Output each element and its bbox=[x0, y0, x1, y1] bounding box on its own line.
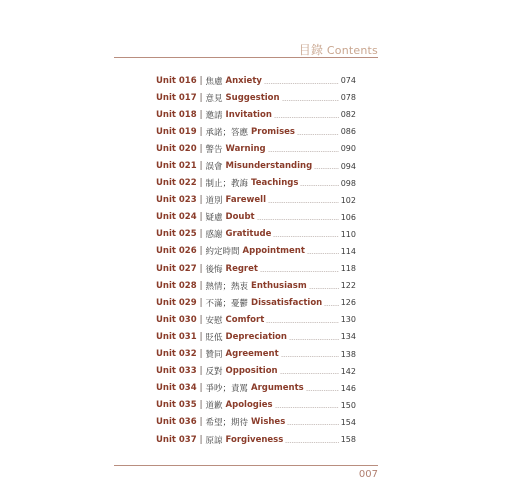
dot-leader bbox=[266, 322, 338, 323]
toc-page-number: 098 bbox=[340, 178, 356, 188]
toc-separator: | bbox=[199, 143, 203, 154]
toc-unit: Unit 020 bbox=[156, 143, 197, 154]
toc-unit: Unit 037 bbox=[156, 434, 197, 445]
toc-title-english: Invitation bbox=[225, 109, 272, 120]
toc-page-number: 094 bbox=[340, 161, 356, 171]
toc-title-chinese: 道別 bbox=[205, 196, 223, 207]
toc-title-chinese: 約定時間 bbox=[205, 247, 240, 258]
toc-page-number: 106 bbox=[340, 212, 356, 222]
toc-page-number: 142 bbox=[340, 366, 356, 376]
toc-title-chinese: 警告 bbox=[205, 144, 223, 155]
toc-unit: Unit 031 bbox=[156, 331, 197, 342]
toc-title-english: Depreciation bbox=[225, 331, 287, 342]
dot-leader bbox=[297, 134, 339, 135]
toc-title-english: Appointment bbox=[242, 246, 305, 257]
toc-title-chinese: 熱情；熱衷 bbox=[205, 281, 249, 292]
toc-unit: Unit 027 bbox=[156, 263, 197, 274]
toc-page-number: 110 bbox=[340, 229, 356, 239]
toc-title-english: Gratitude bbox=[225, 229, 272, 240]
dot-leader bbox=[281, 356, 339, 357]
toc-unit: Unit 016 bbox=[156, 75, 197, 86]
toc-unit: Unit 026 bbox=[156, 246, 197, 257]
toc-title-english: Comfort bbox=[225, 314, 265, 325]
toc-title-chinese: 意見 bbox=[205, 93, 223, 104]
toc-title-english: Wishes bbox=[251, 417, 286, 428]
toc-unit: Unit 033 bbox=[156, 366, 197, 377]
toc-unit: Unit 030 bbox=[156, 314, 197, 325]
toc-page-number: 134 bbox=[340, 332, 356, 342]
dot-leader bbox=[260, 271, 339, 272]
dot-leader bbox=[309, 288, 339, 289]
toc-title-english: Apologies bbox=[225, 400, 273, 411]
toc-title-chinese: 贊同 bbox=[205, 350, 223, 361]
toc-title-english: Doubt bbox=[225, 212, 255, 223]
toc-title-chinese: 爭吵；責罵 bbox=[205, 384, 249, 395]
toc-separator: | bbox=[199, 126, 203, 137]
toc-separator: | bbox=[199, 331, 203, 342]
toc-page-number: 086 bbox=[340, 127, 356, 137]
toc-title-chinese: 貶低 bbox=[205, 332, 223, 343]
toc-separator: | bbox=[199, 434, 203, 445]
toc-unit: Unit 034 bbox=[156, 383, 197, 394]
toc-separator: | bbox=[199, 75, 203, 86]
toc-title-chinese: 安慰 bbox=[205, 315, 223, 326]
toc-title-english: Agreement bbox=[225, 349, 279, 360]
toc-page-number: 102 bbox=[340, 195, 356, 205]
toc-entry[interactable] bbox=[156, 72, 356, 89]
toc-separator: | bbox=[199, 280, 203, 291]
dot-leader bbox=[307, 253, 339, 254]
toc-title-english: Opposition bbox=[225, 366, 278, 377]
toc-title bbox=[299, 41, 378, 58]
toc-title-english: Suggestion bbox=[225, 92, 280, 103]
toc-separator: | bbox=[199, 349, 203, 360]
top-divider bbox=[114, 57, 378, 58]
toc-title-en: Contents bbox=[326, 44, 378, 57]
toc-separator: | bbox=[199, 263, 203, 274]
toc-separator: | bbox=[199, 229, 203, 240]
toc-entry[interactable] bbox=[156, 123, 356, 140]
dot-leader bbox=[268, 202, 339, 203]
toc-separator: | bbox=[199, 178, 203, 189]
toc-page-number: 158 bbox=[340, 435, 356, 445]
toc-title-chinese: 制止；教誨 bbox=[205, 179, 249, 190]
toc-title-chinese: 反對 bbox=[205, 367, 223, 378]
toc-entry[interactable] bbox=[156, 363, 356, 380]
toc-entry[interactable] bbox=[156, 294, 356, 311]
toc-unit: Unit 017 bbox=[156, 92, 197, 103]
toc-separator: | bbox=[199, 92, 203, 103]
toc-entry[interactable] bbox=[156, 157, 356, 174]
dot-leader bbox=[300, 185, 338, 186]
toc-title-english: Forgiveness bbox=[225, 434, 284, 445]
toc-separator: | bbox=[199, 195, 203, 206]
toc-title-chinese: 疑慮 bbox=[205, 213, 223, 224]
toc-header bbox=[114, 41, 378, 61]
toc-page-number: 150 bbox=[340, 400, 356, 410]
toc-unit: Unit 025 bbox=[156, 229, 197, 240]
toc-entry[interactable] bbox=[156, 243, 356, 260]
toc-unit: Unit 018 bbox=[156, 109, 197, 120]
toc-page-number: 126 bbox=[340, 298, 356, 308]
dot-leader bbox=[285, 442, 338, 443]
toc-entry[interactable] bbox=[156, 192, 356, 209]
toc-page-number: 138 bbox=[340, 349, 356, 359]
dot-leader bbox=[264, 83, 339, 84]
toc-separator: | bbox=[199, 383, 203, 394]
toc-entry[interactable] bbox=[156, 414, 356, 431]
toc-title-english: Anxiety bbox=[225, 75, 262, 86]
toc-title-chinese: 焦慮 bbox=[205, 76, 223, 87]
toc-list bbox=[156, 72, 356, 448]
toc-title-chinese: 承諾；答應 bbox=[205, 127, 249, 138]
toc-page-number: 074 bbox=[340, 76, 356, 86]
toc-separator: | bbox=[199, 212, 203, 223]
toc-page-number: 146 bbox=[340, 383, 356, 393]
toc-entry[interactable] bbox=[156, 140, 356, 157]
toc-entry[interactable] bbox=[156, 277, 356, 294]
toc-title-english: Regret bbox=[225, 263, 258, 274]
toc-unit: Unit 023 bbox=[156, 195, 197, 206]
toc-unit: Unit 029 bbox=[156, 297, 197, 308]
dot-leader bbox=[280, 373, 339, 374]
toc-page-number: 118 bbox=[340, 264, 356, 274]
toc-separator: | bbox=[199, 246, 203, 257]
toc-title-chinese: 不滿；憂鬱 bbox=[205, 298, 249, 309]
toc-page-number: 114 bbox=[340, 246, 356, 256]
toc-entry[interactable] bbox=[156, 106, 356, 123]
toc-unit: Unit 028 bbox=[156, 280, 197, 291]
toc-entry[interactable] bbox=[156, 328, 356, 345]
toc-separator: | bbox=[199, 417, 203, 428]
toc-entry[interactable] bbox=[156, 260, 356, 277]
toc-entry[interactable] bbox=[156, 311, 356, 328]
toc-separator: | bbox=[199, 297, 203, 308]
toc-page-number: 122 bbox=[340, 281, 356, 291]
dot-leader bbox=[287, 424, 338, 425]
folio-page-number: 007 bbox=[358, 469, 378, 480]
toc-title-english: Enthusiasm bbox=[251, 280, 307, 291]
toc-title-zh: 目錄 bbox=[298, 43, 324, 57]
toc-title-chinese: 道歉 bbox=[205, 401, 223, 412]
dot-leader bbox=[257, 219, 339, 220]
toc-separator: | bbox=[199, 366, 203, 377]
toc-title-chinese: 希望；期待 bbox=[205, 418, 249, 429]
toc-title-english: Misunderstanding bbox=[225, 161, 313, 172]
dot-leader bbox=[306, 390, 339, 391]
toc-page-number: 130 bbox=[340, 315, 356, 325]
toc-separator: | bbox=[199, 109, 203, 120]
toc-entry[interactable] bbox=[156, 380, 356, 397]
dot-leader bbox=[324, 305, 338, 306]
dot-leader bbox=[273, 236, 338, 237]
dot-leader bbox=[274, 117, 339, 118]
toc-title-english: Dissatisfaction bbox=[251, 297, 323, 308]
toc-title-english: Warning bbox=[225, 143, 266, 154]
toc-entry[interactable] bbox=[156, 175, 356, 192]
toc-page-number: 154 bbox=[340, 417, 356, 427]
dot-leader bbox=[275, 407, 339, 408]
toc-unit: Unit 036 bbox=[156, 417, 197, 428]
toc-title-english: Promises bbox=[251, 126, 295, 137]
dot-leader bbox=[268, 151, 339, 152]
toc-entry[interactable] bbox=[156, 346, 356, 363]
dot-leader bbox=[314, 168, 339, 169]
toc-separator: | bbox=[199, 400, 203, 411]
toc-entry[interactable] bbox=[156, 89, 356, 106]
toc-unit: Unit 021 bbox=[156, 161, 197, 172]
toc-unit: Unit 035 bbox=[156, 400, 197, 411]
dot-leader bbox=[289, 339, 339, 340]
toc-page-number: 090 bbox=[340, 144, 356, 154]
toc-title-english: Teachings bbox=[251, 178, 299, 189]
toc-title-english: Farewell bbox=[225, 195, 266, 206]
toc-page-number: 078 bbox=[340, 93, 356, 103]
toc-title-chinese: 感謝 bbox=[205, 230, 223, 241]
toc-entry[interactable] bbox=[156, 431, 356, 448]
toc-title-chinese: 原諒 bbox=[205, 435, 223, 446]
toc-title-chinese: 誤會 bbox=[205, 162, 223, 173]
toc-separator: | bbox=[199, 161, 203, 172]
bottom-divider bbox=[114, 465, 378, 466]
toc-entry[interactable] bbox=[156, 209, 356, 226]
toc-entry[interactable] bbox=[156, 226, 356, 243]
toc-title-chinese: 邀請 bbox=[205, 110, 223, 121]
toc-page-number: 082 bbox=[340, 110, 356, 120]
toc-title-english: Arguments bbox=[251, 383, 304, 394]
dot-leader bbox=[282, 100, 339, 101]
toc-unit: Unit 032 bbox=[156, 349, 197, 360]
toc-separator: | bbox=[199, 314, 203, 325]
toc-unit: Unit 024 bbox=[156, 212, 197, 223]
toc-unit: Unit 022 bbox=[156, 178, 197, 189]
toc-entry[interactable] bbox=[156, 397, 356, 414]
toc-title-chinese: 後悔 bbox=[205, 264, 223, 275]
toc-unit: Unit 019 bbox=[156, 126, 197, 137]
